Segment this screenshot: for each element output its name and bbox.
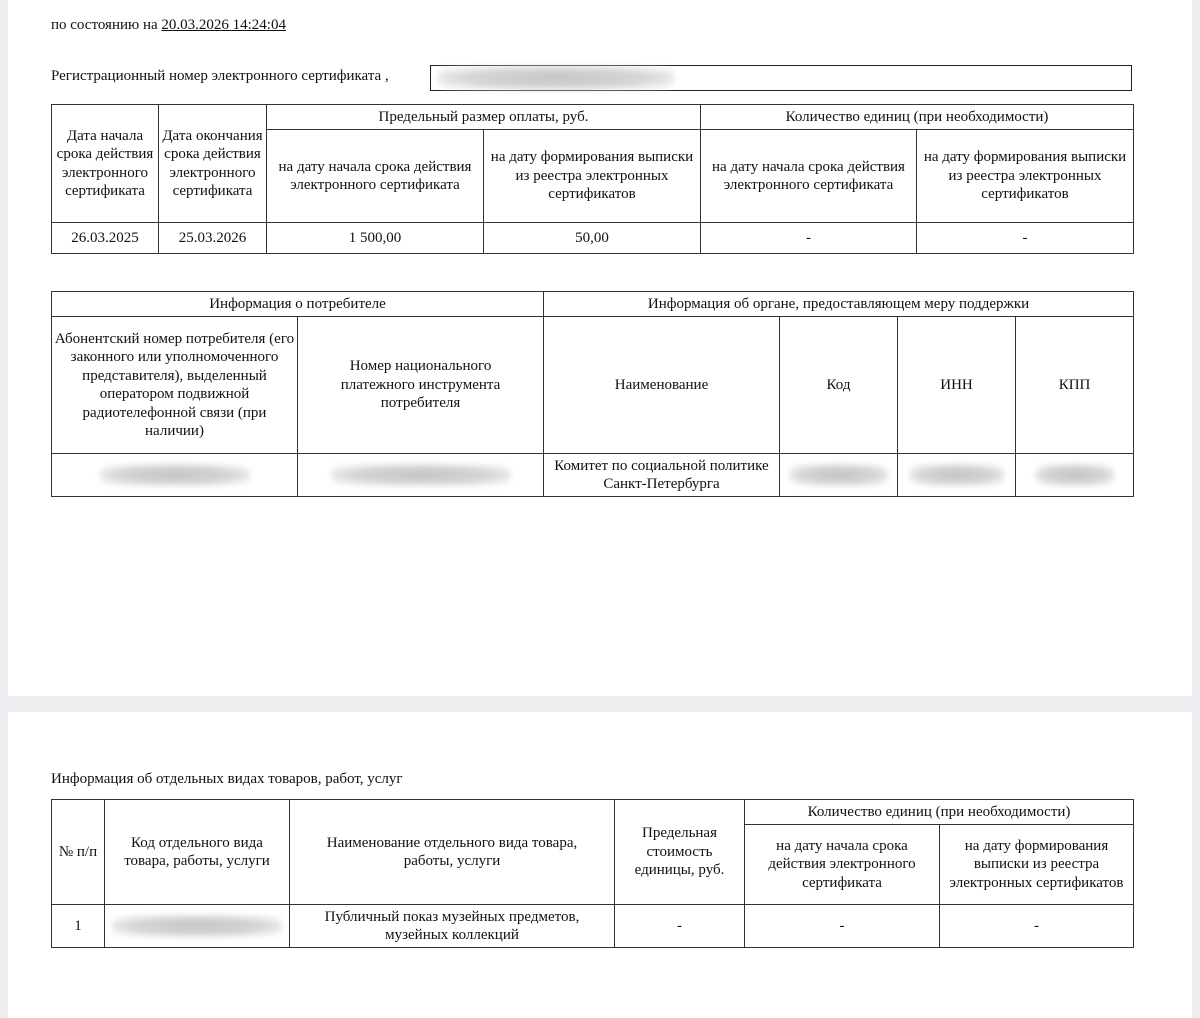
cell-payment-start: 1 500,00 bbox=[267, 223, 484, 254]
as-of-prefix: по состоянию на bbox=[51, 17, 158, 33]
cell-goods-name: Публичный показ музейных предметов, музейных коллекций bbox=[290, 905, 615, 948]
header-goods-name: Наименование отдельного вида товара, работы, услуги bbox=[290, 800, 615, 905]
cell-code bbox=[780, 454, 898, 497]
consumer-authority-table bbox=[51, 291, 1134, 497]
goods-services-table bbox=[51, 799, 1134, 948]
header-subscriber-number: Абонентский номер потребителя (его законного или уполномоченного представителя), выделенный оператором подвижной радиотелефонной связи (при наличии) bbox=[52, 317, 298, 454]
cell-goods-code bbox=[105, 905, 290, 948]
table-row bbox=[52, 223, 1134, 254]
cell-authority-name: Комитет по социальной политике Санкт-Петербурга bbox=[544, 454, 780, 497]
cell-units-extract: - bbox=[940, 905, 1134, 948]
table-row bbox=[52, 905, 1134, 948]
header-payment-limit: Предельный размер оплаты, руб. bbox=[267, 105, 701, 130]
subheader-payment-start: на дату начала срока действия электронного сертификата bbox=[267, 130, 484, 223]
header-goods-code: Код отдельного вида товара, работы, услуги bbox=[105, 800, 290, 905]
redacted-reg-number bbox=[438, 66, 674, 90]
header-num: № п/п bbox=[52, 800, 105, 905]
cell-unit-price: - bbox=[615, 905, 745, 948]
cell-units-start: - bbox=[701, 223, 917, 254]
subheader-units-start: на дату начала срока действия электронного сертификата bbox=[701, 130, 917, 223]
header-unit-price: Предельная стоимость единицы, руб. bbox=[615, 800, 745, 905]
header-code: Код bbox=[780, 317, 898, 454]
header-payment-instrument: Номер национального платежного инструмента потребителя bbox=[298, 317, 544, 454]
header-authority-name: Наименование bbox=[544, 317, 780, 454]
subheader-units-extract: на дату формирования выписки из реестра электронных сертификатов bbox=[940, 825, 1134, 905]
cell-inn bbox=[898, 454, 1016, 497]
as-of-datetime: 20.03.2026 14:24:04 bbox=[161, 17, 286, 33]
reg-number-label: Регистрационный номер электронного сертификата , bbox=[51, 68, 389, 84]
header-inn: ИНН bbox=[898, 317, 1016, 454]
cell-payment-extract: 50,00 bbox=[484, 223, 701, 254]
subheader-units-start: на дату начала срока действия электронного сертификата bbox=[745, 825, 940, 905]
header-kpp: КПП bbox=[1016, 317, 1134, 454]
header-consumer-info: Информация о потребителе bbox=[52, 292, 544, 317]
redacted-value bbox=[100, 464, 250, 486]
header-start-date: Дата начала срока действия электронного сертификата bbox=[52, 105, 159, 223]
cell-num: 1 bbox=[52, 905, 105, 948]
certificate-table bbox=[51, 104, 1134, 254]
goods-section-title: Информация об отдельных видах товаров, работ, услуг bbox=[51, 771, 403, 787]
cell-units-start: - bbox=[745, 905, 940, 948]
redacted-value bbox=[1035, 464, 1115, 486]
header-units-count: Количество единиц (при необходимости) bbox=[745, 800, 1134, 825]
redacted-value bbox=[112, 915, 282, 937]
cell-payment-instrument bbox=[298, 454, 544, 497]
subheader-units-extract: на дату формирования выписки из реестра электронных сертификатов bbox=[917, 130, 1134, 223]
cell-end-date: 25.03.2026 bbox=[159, 223, 267, 254]
cell-start-date: 26.03.2025 bbox=[52, 223, 159, 254]
redacted-value bbox=[789, 464, 889, 486]
header-authority-info: Информация об органе, предоставляющем меру поддержки bbox=[544, 292, 1134, 317]
as-of-line bbox=[51, 17, 286, 34]
table-row bbox=[52, 454, 1134, 497]
header-end-date: Дата окончания срока действия электронного сертификата bbox=[159, 105, 267, 223]
redacted-value bbox=[331, 464, 511, 486]
cell-units-extract: - bbox=[917, 223, 1134, 254]
cell-subscriber-number bbox=[52, 454, 298, 497]
redacted-value bbox=[909, 464, 1005, 486]
subheader-payment-extract: на дату формирования выписки из реестра электронных сертификатов bbox=[484, 130, 701, 223]
header-units-count: Количество единиц (при необходимости) bbox=[701, 105, 1134, 130]
cell-kpp bbox=[1016, 454, 1134, 497]
